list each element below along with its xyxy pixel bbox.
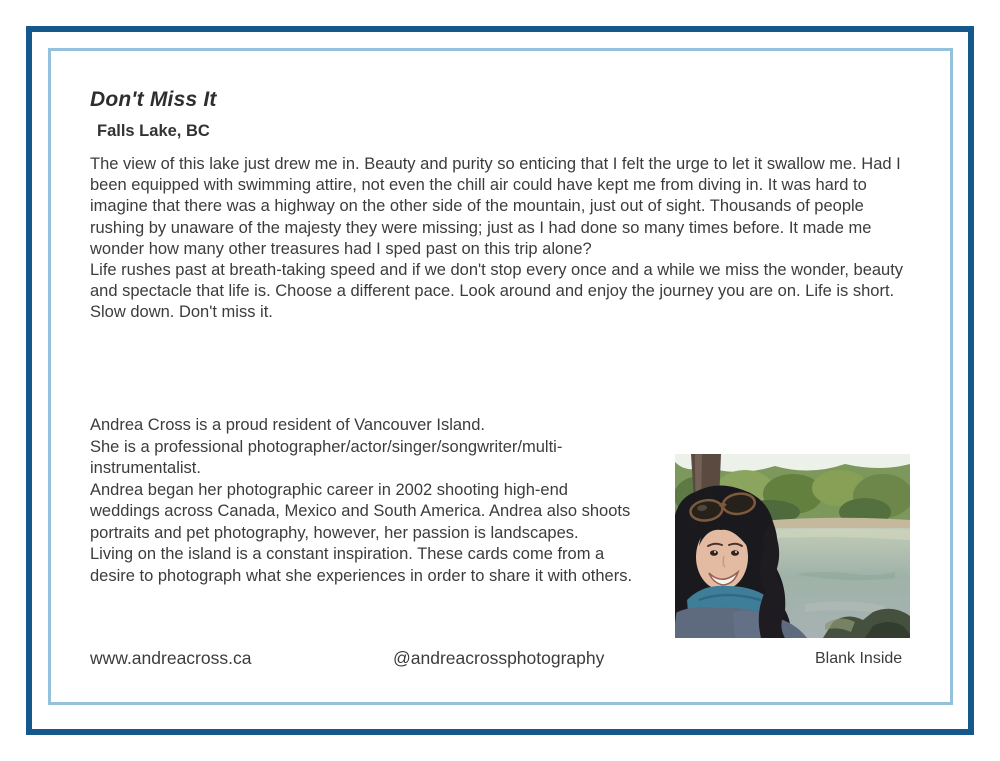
website-url: www.andreacross.ca xyxy=(90,648,252,668)
story-text xyxy=(90,154,912,324)
bio-paragraph: Living on the island is a constant inspiration. These cards come from a desire to photograph what she experiences in order to share it with others. xyxy=(90,545,633,585)
blank-inside-label: Blank Inside xyxy=(815,650,903,667)
bio-paragraph: Andrea began her photographic career in 2002 shooting high-end weddings across Canada, Mexico and South America. Andrea also shoots portraits and pet photography, however, her passion is landscapes. xyxy=(90,480,631,542)
card-title: Don't Miss It xyxy=(90,88,217,111)
bio-paragraph: Andrea Cross is a proud resident of Vancouver Island. xyxy=(90,416,485,434)
artist-bio xyxy=(90,415,638,587)
card-location: Falls Lake, BC xyxy=(97,122,210,140)
story-paragraph: Life rushes past at breath-taking speed and if we don't stop every once and a while we miss the wonder, beauty and spectacle that life is. Choose a different pace. Look around and enjoy the journey you are on. Life is short. Slow down. Don't miss it. xyxy=(90,261,904,322)
author-photo-illustration xyxy=(675,454,910,638)
bio-paragraph: She is a professional photographer/actor/singer/songwriter/multi-instrumentalist. xyxy=(90,437,563,477)
story-paragraph: The view of this lake just drew me in. Beauty and purity so enticing that I felt the urge to let it swallow me. Had I been equipped with swimming attire, not even the chill air could have kept me from diving in. It was hard to imagine that there was a highway on the other side of the mountain, just out of sight. Thousands of people rushing by unaware of the majesty they were missing; just as I had done so many times before. It made me wonder how many other treasures had I sped past on this trip alone? xyxy=(90,155,901,258)
instagram-handle: @andreacrossphotography xyxy=(393,648,605,668)
author-photo xyxy=(675,454,910,638)
